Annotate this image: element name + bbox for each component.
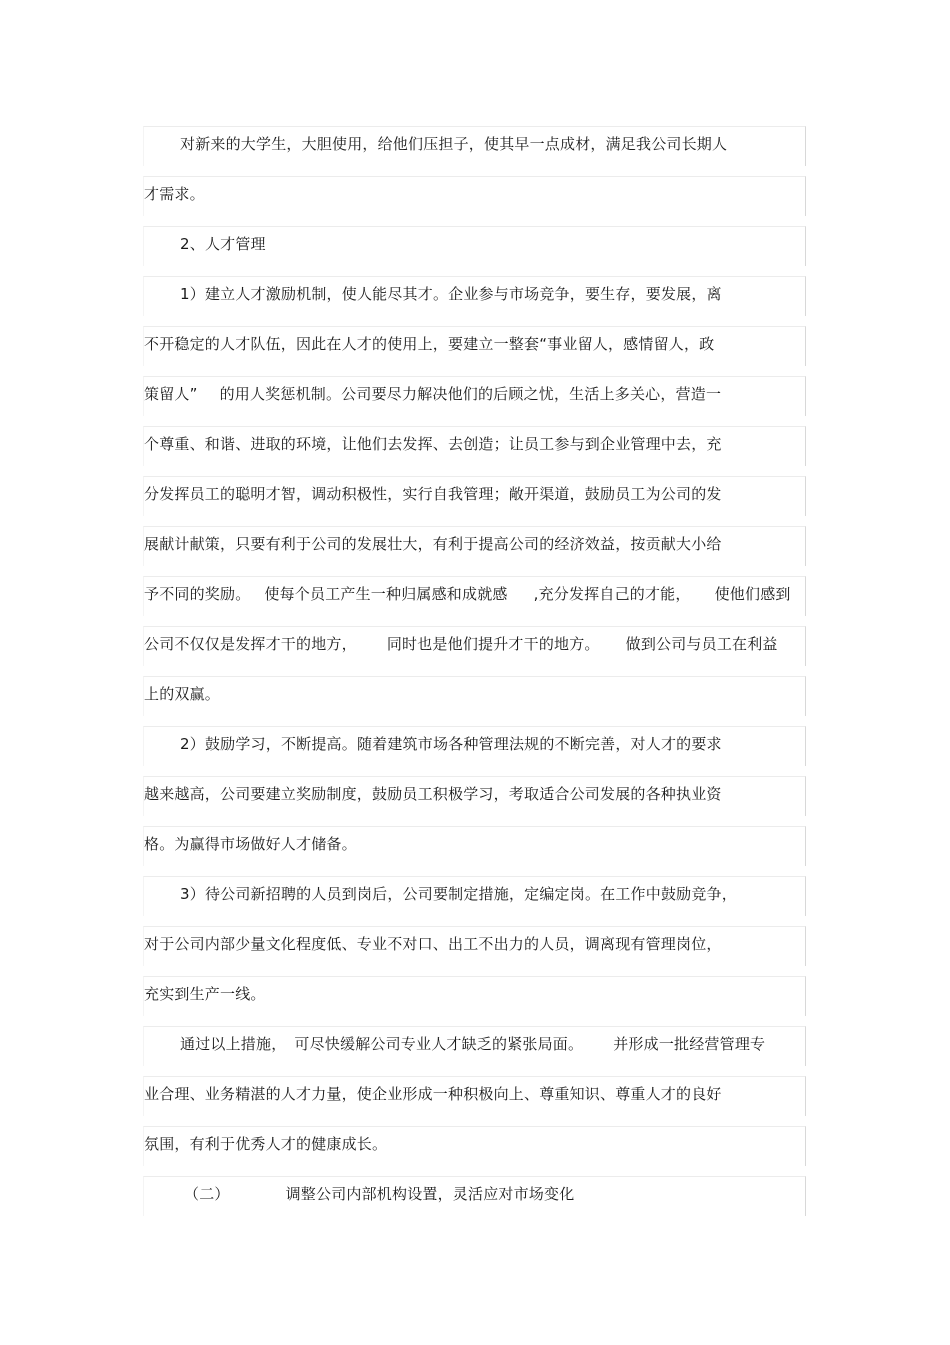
text-row — [143, 1176, 806, 1216]
text-row — [143, 476, 806, 516]
text-row — [143, 826, 806, 866]
text-segment: 的用人奖惩机制。公司要尽力解决他们的后顾之忧，生活上多关心，营造一 — [219, 385, 722, 403]
text-row — [143, 1026, 806, 1066]
text-row — [143, 876, 806, 916]
section-heading — [144, 1177, 805, 1217]
text-row — [143, 526, 806, 566]
text-row — [143, 1126, 806, 1166]
paragraph-line — [144, 577, 805, 617]
text-row — [143, 276, 806, 316]
text-row — [143, 226, 806, 266]
paragraph-line — [144, 1027, 805, 1067]
paragraph-line: 格。为赢得市场做好人才储备。 — [144, 835, 357, 853]
paragraph-line — [144, 627, 805, 667]
text-row — [143, 776, 806, 816]
text-row — [143, 326, 806, 366]
text-row — [143, 976, 806, 1016]
paragraph-line: 业合理、业务精湛的人才力量，使企业形成一种积极向上、尊重知识、尊重人才的良好 — [144, 1085, 722, 1103]
paragraph-line: 3）待公司新招聘的人员到岗后，公司要制定措施，定编定岗。在工作中鼓励竞争， — [180, 885, 737, 903]
paragraph-line: 氛围，有利于优秀人才的健康成长。 — [144, 1135, 388, 1153]
text-segment: 公司不仅仅是发挥才干的地方， — [144, 635, 357, 653]
paragraph-line: 分发挥员工的聪明才智，调动积极性，实行自我管理；敞开渠道，鼓励员工为公司的发 — [144, 485, 722, 503]
paragraph-line: 对于公司内部少量文化程度低、专业不对口、出工不出力的人员，调离现有管理岗位， — [144, 935, 722, 953]
paragraph-line: 对新来的大学生，大胆使用，给他们压担子，使其早一点成材，满足我公司长期人 — [180, 135, 728, 153]
text-row — [143, 626, 806, 666]
text-row — [143, 1076, 806, 1116]
text-segment: ,充分发挥自己的才能， — [533, 585, 691, 603]
text-segment: 同时也是他们提升才干的地方。 — [386, 635, 600, 653]
text-segment: 使他们感到 — [714, 585, 791, 603]
paragraph-line: 充实到生产一线。 — [144, 985, 266, 1003]
paragraph-line — [144, 377, 805, 417]
paragraph-line: 展献计献策，只要有利于公司的发展壮大，有利于提高公司的经济效益，按贡献大小给 — [144, 535, 722, 553]
section-heading: 2、人才管理 — [180, 235, 266, 253]
text-segment: 并形成一批经营管理专 — [613, 1035, 766, 1053]
text-row — [143, 376, 806, 416]
paragraph-line: 1）建立人才激励机制，使人能尽其才。企业参与市场竞争，要生存，要发展，离 — [180, 285, 722, 303]
text-row — [143, 176, 806, 216]
text-segment: 策留人” — [144, 385, 198, 403]
paragraph-line: 个尊重、和谐、进取的环境，让他们去发挥、去创造；让员工参与到企业管理中去，充 — [144, 435, 722, 453]
paragraph-line: 不开稳定的人才队伍，因此在人才的使用上，要建立一整套“事业留人，感情留人，政 — [144, 335, 715, 353]
text-row — [143, 926, 806, 966]
text-segment: 可尽快缓解公司专业人才缺乏的紧张局面。 — [294, 1035, 584, 1053]
paragraph-line: 才需求。 — [144, 185, 205, 203]
text-row — [143, 426, 806, 466]
text-row — [143, 126, 806, 166]
section-number: （二） — [184, 1185, 230, 1203]
text-segment: 使每个员工产生一种归属感和成就感 — [264, 585, 508, 603]
section-title: 调整公司内部机构设置，灵活应对市场变化 — [285, 1185, 575, 1203]
paragraph-line: 越来越高，公司要建立奖励制度，鼓励员工积极学习，考取适合公司发展的各种执业资 — [144, 785, 722, 803]
text-row — [143, 576, 806, 616]
paragraph-line: 2）鼓励学习，不断提高。随着建筑市场各种管理法规的不断完善，对人才的要求 — [180, 735, 722, 753]
text-segment: 做到公司与员工在利益 — [625, 635, 778, 653]
text-row — [143, 726, 806, 766]
text-segment: 予不同的奖励。 — [144, 585, 251, 603]
text-row — [143, 676, 806, 716]
paragraph-line: 上的双赢。 — [144, 685, 221, 703]
text-segment: 通过以上措施， — [180, 1035, 287, 1053]
